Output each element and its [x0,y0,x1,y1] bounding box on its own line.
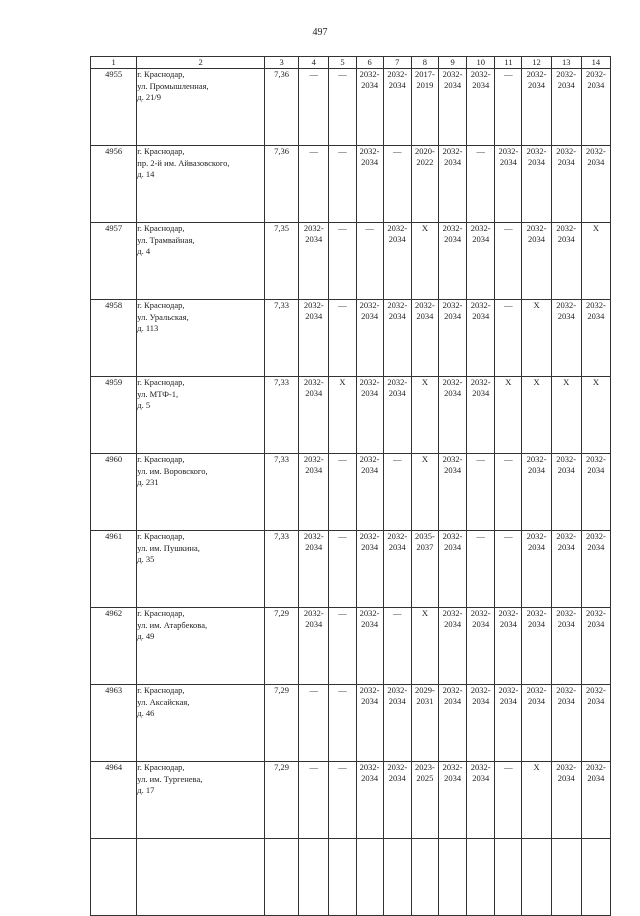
period-cell: X [411,608,438,685]
spacer-cell [91,839,137,916]
address-cell [137,300,265,377]
period-cell: 2032- 2034 [551,69,581,146]
row-number: 4956 [91,146,137,223]
period-cell: 2032- 2034 [411,300,438,377]
period-cell: 2032- 2034 [581,531,610,608]
period-cell: — [356,223,383,300]
table-row [91,300,611,377]
score-cell: 7,33 [265,300,299,377]
period-cell: 2032- 2034 [467,685,495,762]
period-cell: 2029- 2031 [411,685,438,762]
row-number: 4957 [91,223,137,300]
period-cell: — [495,223,522,300]
table-row [91,377,611,454]
period-cell: — [329,69,356,146]
period-cell: 2032- 2034 [299,454,329,531]
period-cell: 2032- 2034 [581,762,610,839]
address-cell [137,377,265,454]
period-cell: — [383,146,411,223]
period-cell: X [411,454,438,531]
period-cell: — [495,300,522,377]
period-cell: X [581,223,610,300]
period-cell: — [383,454,411,531]
period-cell: — [329,454,356,531]
address-cell [137,608,265,685]
table-row [91,146,611,223]
period-cell: 2032- 2034 [383,762,411,839]
period-cell: 2032- 2034 [383,69,411,146]
period-cell: 2032- 2034 [522,531,551,608]
address-line: г. Краснодар, [137,762,185,772]
period-cell: 2032- 2034 [438,223,466,300]
score-cell: 7,33 [265,454,299,531]
address-line: д. 14 [137,169,155,179]
period-cell: X [581,377,610,454]
address-line: д. 46 [137,708,155,718]
period-cell: X [522,377,551,454]
column-header: 8 [411,57,438,69]
period-cell: 2032- 2034 [383,223,411,300]
address-line: г. Краснодар, [137,608,185,618]
spacer-cell [265,839,299,916]
period-cell: X [522,762,551,839]
period-cell: — [329,762,356,839]
period-cell: 2032- 2034 [581,69,610,146]
period-cell: 2032- 2034 [299,300,329,377]
period-cell: 2032- 2034 [551,608,581,685]
spacer-row [91,839,611,916]
period-cell: 2032- 2034 [581,146,610,223]
score-cell: 7,33 [265,531,299,608]
address-cell [137,454,265,531]
row-number: 4961 [91,531,137,608]
address-line: г. Краснодар, [137,377,185,387]
score-cell: 7,33 [265,377,299,454]
page-number: 497 [312,27,328,38]
period-cell: 2032- 2034 [356,454,383,531]
period-cell: X [329,377,356,454]
period-cell: 2032- 2034 [383,531,411,608]
period-cell: 2032- 2034 [495,685,522,762]
table-row [91,69,611,146]
address-cell [137,531,265,608]
period-cell: — [299,685,329,762]
period-cell: — [299,146,329,223]
table-row [91,762,611,839]
period-cell: 2032- 2034 [522,223,551,300]
period-cell: 2032- 2034 [581,300,610,377]
table-row [91,454,611,531]
period-cell: 2032- 2034 [551,223,581,300]
address-line: г. Краснодар, [137,685,185,695]
period-cell: — [329,223,356,300]
spacer-cell [137,839,265,916]
period-cell: — [467,454,495,531]
period-cell: — [329,300,356,377]
period-cell: 2035- 2037 [411,531,438,608]
address-line: ул. Трамвайная, [137,234,195,245]
score-cell: 7,29 [265,608,299,685]
period-cell: — [329,685,356,762]
period-cell: 2032- 2034 [467,300,495,377]
period-cell: 2032- 2034 [356,300,383,377]
address-cell [137,69,265,146]
period-cell: 2032- 2034 [522,685,551,762]
period-cell: 2032- 2034 [522,454,551,531]
period-cell: 2032- 2034 [467,608,495,685]
address-line: д. 35 [137,554,155,564]
row-number: 4958 [91,300,137,377]
period-cell: 2032- 2034 [356,608,383,685]
table-body [91,69,611,916]
column-header: 3 [265,57,299,69]
column-header: 12 [522,57,551,69]
period-cell: — [299,762,329,839]
address-line: ул. им. Атарбекова, [137,619,208,630]
period-cell: 2032- 2034 [356,146,383,223]
address-line: ул. им. Пушкина, [137,542,200,553]
period-cell: X [551,377,581,454]
address-line: ул. им. Тургенева, [137,773,203,784]
address-line: д. 17 [137,785,155,795]
period-cell: — [495,531,522,608]
period-cell: 2032- 2034 [522,608,551,685]
period-cell: 2032- 2034 [383,300,411,377]
row-number: 4964 [91,762,137,839]
register-table [90,56,611,916]
period-cell: — [329,531,356,608]
period-cell: — [467,146,495,223]
period-cell: 2032- 2034 [383,377,411,454]
column-header: 2 [137,57,265,69]
period-cell: 2032- 2034 [299,531,329,608]
period-cell: X [495,377,522,454]
address-line: ул. МТФ-1, [137,388,179,399]
column-header: 5 [329,57,356,69]
period-cell: X [411,377,438,454]
period-cell: — [299,69,329,146]
period-cell: 2032- 2034 [299,377,329,454]
period-cell: 2032- 2034 [438,685,466,762]
spacer-cell [383,839,411,916]
header-row [91,57,611,69]
period-cell: 2032- 2034 [356,685,383,762]
period-cell: 2032- 2034 [522,146,551,223]
period-cell: X [522,300,551,377]
score-cell: 7,35 [265,223,299,300]
period-cell: 2032- 2034 [438,531,466,608]
period-cell: 2032- 2034 [438,608,466,685]
row-number: 4955 [91,69,137,146]
period-cell: — [383,608,411,685]
address-line: ул. Аксайская, [137,696,190,707]
address-line: д. 49 [137,631,155,641]
column-header: 1 [91,57,137,69]
column-header: 4 [299,57,329,69]
table-row [91,608,611,685]
period-cell: 2032- 2034 [495,146,522,223]
spacer-cell [495,839,522,916]
period-cell: 2032- 2034 [438,377,466,454]
column-header: 9 [438,57,466,69]
period-cell: 2032- 2034 [551,146,581,223]
address-line: д. 4 [137,246,151,256]
spacer-cell [551,839,581,916]
period-cell: 2032- 2034 [522,69,551,146]
address-line: ул. Уральская, [137,311,189,322]
address-line: пр. 2-й им. Айвазовского, [137,157,230,168]
table-row [91,685,611,762]
period-cell: — [329,608,356,685]
row-number: 4962 [91,608,137,685]
address-cell [137,762,265,839]
spacer-cell [299,839,329,916]
period-cell: 2032- 2034 [299,223,329,300]
score-cell: 7,29 [265,685,299,762]
score-cell: 7,36 [265,146,299,223]
period-cell: 2032- 2034 [467,223,495,300]
period-cell: 2032- 2034 [356,69,383,146]
row-number: 4959 [91,377,137,454]
spacer-cell [356,839,383,916]
period-cell: 2032- 2034 [551,762,581,839]
period-cell: 2032- 2034 [438,762,466,839]
period-cell: 2032- 2034 [299,608,329,685]
column-header: 7 [383,57,411,69]
period-cell: 2032- 2034 [581,608,610,685]
period-cell: 2032- 2034 [551,685,581,762]
period-cell: 2017- 2019 [411,69,438,146]
period-cell: 2032- 2034 [467,762,495,839]
period-cell: 2032- 2034 [438,146,466,223]
column-header: 11 [495,57,522,69]
address-line: г. Краснодар, [137,300,185,310]
period-cell: — [329,146,356,223]
spacer-cell [581,839,610,916]
period-cell: 2032- 2034 [438,300,466,377]
address-line: г. Краснодар, [137,146,185,156]
address-line: ул. Промышленная, [137,80,209,91]
address-cell [137,223,265,300]
period-cell: 2020- 2022 [411,146,438,223]
address-line: г. Краснодар, [137,223,185,233]
address-line: д. 231 [137,477,159,487]
period-cell: 2032- 2034 [551,300,581,377]
period-cell: 2023- 2025 [411,762,438,839]
period-cell: 2032- 2034 [383,685,411,762]
address-cell [137,146,265,223]
period-cell: 2032- 2034 [467,69,495,146]
column-header: 10 [467,57,495,69]
period-cell: 2032- 2034 [356,762,383,839]
address-line: г. Краснодар, [137,531,185,541]
address-line: д. 5 [137,400,151,410]
address-cell [137,685,265,762]
period-cell: 2032- 2034 [467,377,495,454]
address-line: д. 113 [137,323,159,333]
spacer-cell [329,839,356,916]
period-cell: X [411,223,438,300]
period-cell: 2032- 2034 [551,531,581,608]
address-line: ул. им. Воровского, [137,465,208,476]
score-cell: 7,29 [265,762,299,839]
row-number: 4963 [91,685,137,762]
column-header: 6 [356,57,383,69]
score-cell: 7,36 [265,69,299,146]
period-cell: — [495,454,522,531]
period-cell: — [467,531,495,608]
period-cell: — [495,762,522,839]
period-cell: 2032- 2034 [356,377,383,454]
spacer-cell [438,839,466,916]
period-cell: 2032- 2034 [356,531,383,608]
row-number: 4960 [91,454,137,531]
address-line: г. Краснодар, [137,69,185,79]
period-cell: 2032- 2034 [438,454,466,531]
address-line: д. 21/9 [137,92,161,102]
address-line: г. Краснодар, [137,454,185,464]
table-row [91,531,611,608]
spacer-cell [411,839,438,916]
period-cell: 2032- 2034 [581,685,610,762]
column-header: 13 [551,57,581,69]
column-header: 14 [581,57,610,69]
period-cell: 2032- 2034 [551,454,581,531]
period-cell: 2032- 2034 [495,608,522,685]
spacer-cell [522,839,551,916]
table-row [91,223,611,300]
period-cell: 2032- 2034 [581,454,610,531]
period-cell: — [495,69,522,146]
period-cell: 2032- 2034 [438,69,466,146]
spacer-cell [467,839,495,916]
